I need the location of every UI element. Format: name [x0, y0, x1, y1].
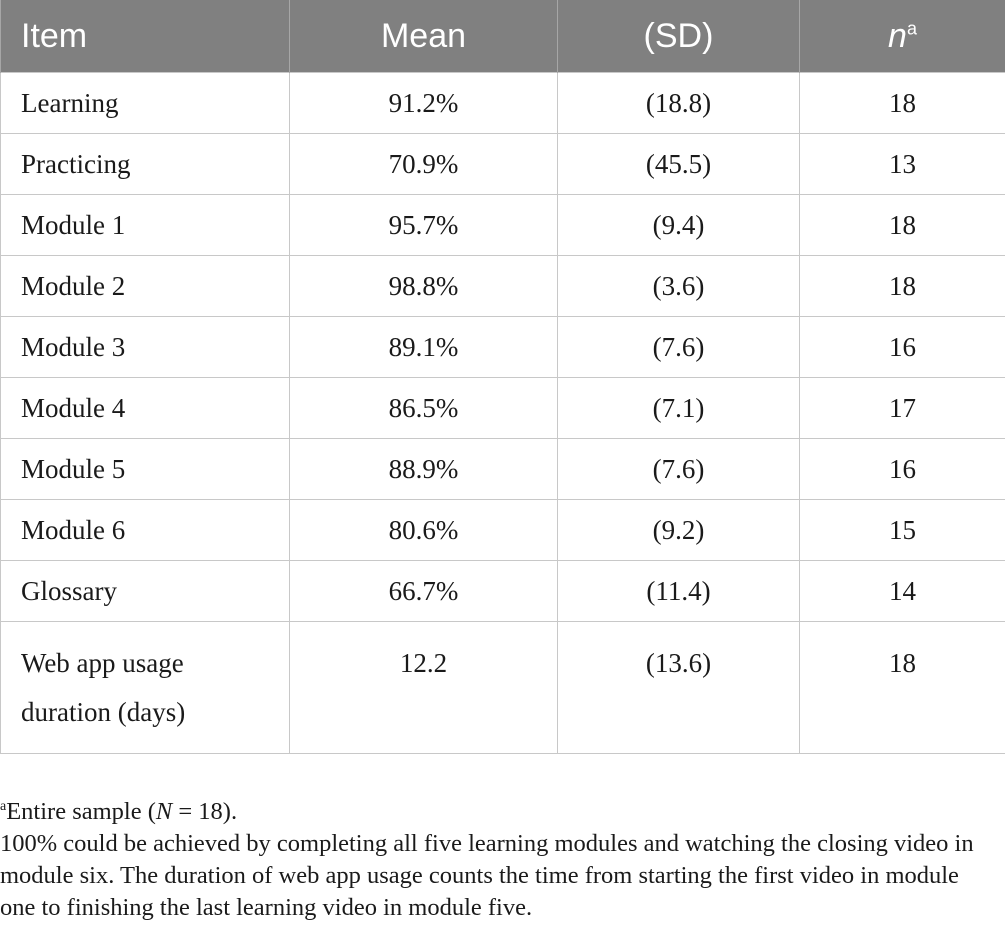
cell-sd: (7.6): [558, 317, 800, 378]
cell-n: 13: [800, 134, 1005, 195]
cell-item-line1: Web app usage: [21, 648, 184, 678]
cell-mean: 89.1%: [290, 317, 558, 378]
cell-item: Practicing: [1, 134, 290, 195]
cell-mean: 86.5%: [290, 378, 558, 439]
header-n: [800, 0, 1005, 73]
table-row: [1, 317, 1005, 378]
footnote-a: [0, 796, 1000, 828]
table-row: [1, 622, 1005, 754]
cell-n: 14: [800, 561, 1005, 622]
cell-mean: 95.7%: [290, 195, 558, 256]
cell-n: 17: [800, 378, 1005, 439]
cell-n: 15: [800, 500, 1005, 561]
table-row: [1, 378, 1005, 439]
cell-item: Module 1: [1, 195, 290, 256]
cell-mean: 80.6%: [290, 500, 558, 561]
header-sd: (SD): [558, 0, 800, 73]
cell-item: Module 5: [1, 439, 290, 500]
cell-sd: (18.8): [558, 73, 800, 134]
cell-mean: 66.7%: [290, 561, 558, 622]
table-row: [1, 134, 1005, 195]
cell-item: Module 3: [1, 317, 290, 378]
cell-item: Module 4: [1, 378, 290, 439]
cell-n: 16: [800, 317, 1005, 378]
cell-sd: (9.2): [558, 500, 800, 561]
table-row: [1, 195, 1005, 256]
cell-n: 18: [800, 73, 1005, 134]
cell-item: Learning: [1, 73, 290, 134]
header-mean: Mean: [290, 0, 558, 73]
table-row: [1, 256, 1005, 317]
cell-item: Module 2: [1, 256, 290, 317]
cell-sd: (11.4): [558, 561, 800, 622]
table-row: [1, 561, 1005, 622]
cell-item-line2: duration (days): [21, 697, 186, 727]
cell-sd: (9.4): [558, 195, 800, 256]
cell-sd: (7.1): [558, 378, 800, 439]
header-item: Item: [1, 0, 290, 73]
table-row: [1, 73, 1005, 134]
cell-mean: 70.9%: [290, 134, 558, 195]
footnote-a-N: N: [155, 798, 173, 825]
table-row: [1, 500, 1005, 561]
cell-item: Module 6: [1, 500, 290, 561]
table-row: [1, 439, 1005, 500]
footnote-note: 100% could be achieved by completing all five learning modules and watching the closing video in module six. The duration of web app usage counts the time from starting the first video in module one to finishing the last learning video in module five.: [0, 830, 974, 921]
cell-sd: (7.6): [558, 439, 800, 500]
cell-mean: 12.2: [290, 622, 558, 754]
table-header-row: [1, 0, 1005, 73]
footnote-a-text-end: = 18).: [172, 798, 238, 825]
footnote-a-text: Entire sample (: [6, 798, 156, 825]
table-footnotes: [0, 796, 1000, 924]
cell-n: 18: [800, 195, 1005, 256]
cell-mean: 98.8%: [290, 256, 558, 317]
cell-n: 18: [800, 622, 1005, 754]
cell-item: [1, 622, 290, 754]
cell-sd: (3.6): [558, 256, 800, 317]
header-n-footnote-marker: a: [906, 18, 917, 39]
cell-mean: 91.2%: [290, 73, 558, 134]
cell-n: 18: [800, 256, 1005, 317]
footnote-a-marker: a: [0, 798, 7, 814]
cell-sd: (45.5): [558, 134, 800, 195]
cell-sd: (13.6): [558, 622, 800, 754]
cell-item: Glossary: [1, 561, 290, 622]
cell-mean: 88.9%: [290, 439, 558, 500]
header-n-label: n: [888, 16, 907, 55]
cell-n: 16: [800, 439, 1005, 500]
